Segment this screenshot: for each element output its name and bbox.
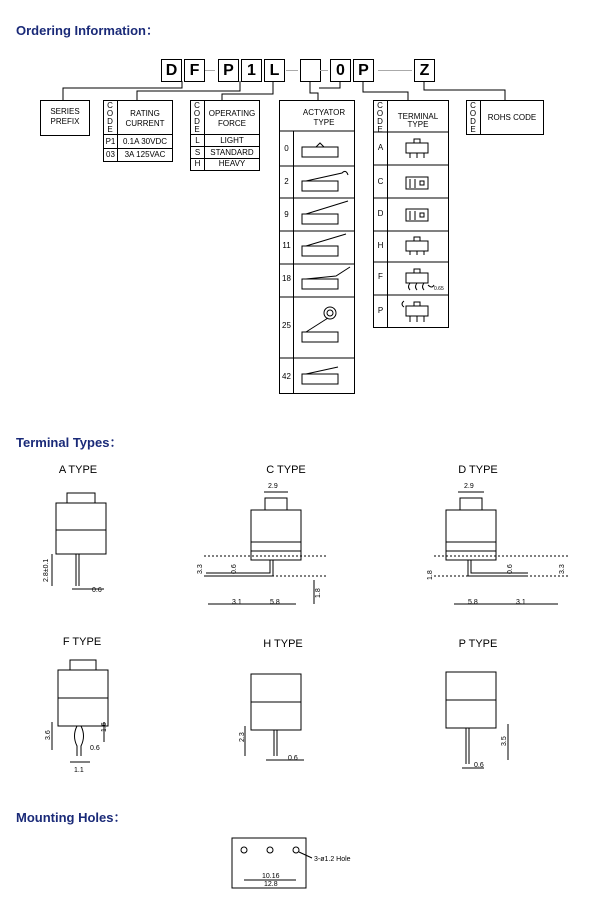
a-type-drawing (30, 488, 150, 618)
actuator-code: 0 (284, 144, 289, 153)
code-char-l: L (264, 59, 285, 82)
p-type-drawing (424, 660, 544, 790)
f-dim-3: 0.6 (90, 745, 100, 752)
ordering-title: Ordering Information： (16, 23, 160, 38)
rating-value: 0.1A 30VDC (122, 137, 168, 146)
terminal-table (373, 100, 449, 328)
rohs-label: ROHS CODE (487, 113, 537, 122)
actuator-code: 11 (282, 241, 291, 250)
actuator-code: 2 (284, 177, 289, 186)
connector-lines (0, 0, 594, 110)
terminal-code: H (377, 241, 384, 250)
terminal-code: A (377, 143, 384, 152)
mounting-hole-note: 3-ø1.2 Hole (314, 856, 351, 863)
code-char-1: 1 (241, 59, 262, 82)
a-dim-1: 2.8±0.1 (43, 558, 50, 582)
d-type-label: D TYPE (458, 464, 498, 476)
terminal-types-title: Terminal Types： (16, 435, 123, 450)
mounting-drawing (230, 838, 380, 898)
force-value: HEAVY (218, 159, 246, 168)
c-type-label: C TYPE (266, 464, 306, 476)
f-dim-2: 1.6 (101, 722, 108, 732)
rating-code-header: C O D E (106, 101, 114, 134)
series-prefix-box (40, 100, 90, 136)
actuator-drawings (280, 101, 354, 393)
terminal-code: C (377, 177, 384, 186)
force-code: L (195, 136, 200, 145)
rating-table (103, 100, 173, 162)
h-type-label: H TYPE (263, 638, 303, 650)
terminal-code-header: C O D E (376, 101, 384, 134)
force-value: STANDARD (210, 148, 254, 157)
terminal-code: F (378, 272, 383, 281)
p-type-label: P TYPE (458, 638, 498, 650)
actuator-header-2: TYPE (313, 118, 335, 127)
terminal-header-2: TYPE (407, 120, 429, 129)
f-dim-1: 3.6 (45, 730, 52, 740)
mounting-dim-2: 12.8 (264, 881, 278, 888)
terminal-code: D (377, 209, 384, 218)
mounting-dim-1: 10.16 (262, 873, 280, 880)
d-type-drawing (418, 480, 568, 610)
f-type-drawing (30, 656, 150, 786)
f-dim-4: 1.1 (74, 767, 84, 774)
force-code: H (194, 159, 201, 168)
actuator-table (279, 100, 355, 394)
code-char-0: 0 (330, 59, 351, 82)
h-type-drawing (226, 660, 346, 780)
c-dim-5: 5.8 (270, 599, 280, 606)
d-dim-4: 3.3 (559, 564, 566, 574)
actuator-code: 42 (282, 372, 291, 381)
d-dim-5: 5.8 (468, 599, 478, 606)
d-dim-2: 1.8 (427, 570, 434, 580)
c-dim-1: 2.9 (268, 483, 278, 490)
code-char-p: P (218, 59, 239, 82)
series-label-2: PREFIX (50, 117, 80, 126)
force-table (190, 100, 260, 171)
p-dim-2: 0.6 (474, 762, 484, 769)
force-code: S (194, 148, 201, 157)
rating-code: P1 (105, 137, 116, 146)
code-char-z: Z (414, 59, 435, 82)
code-char-f: F (184, 59, 205, 82)
actuator-code: 25 (282, 321, 291, 330)
p-dim-1: 3.5 (501, 736, 508, 746)
rating-header-1: RATING (130, 109, 160, 118)
d-dim-6: 3.1 (516, 599, 526, 606)
force-code-header: C O D E (193, 101, 201, 134)
actuator-code: 18 (282, 274, 291, 283)
d-dim-3: 0.6 (507, 564, 514, 574)
c-dim-6: 1.8 (315, 588, 322, 598)
series-label-1: SERIES (50, 107, 80, 116)
a-dim-2: 0.6 (92, 587, 102, 594)
rohs-code-header: C O D E (469, 101, 477, 134)
force-header-1: OPERATING (208, 109, 256, 118)
actuator-code: 9 (284, 210, 289, 219)
d-dim-1: 2.9 (464, 483, 474, 490)
h-dim-1: 2.3 (239, 732, 246, 742)
rating-header-2: CURRENT (125, 119, 165, 128)
mounting-title: Mounting Holes： (16, 810, 127, 825)
terminal-header-1: TERMINAL (397, 112, 439, 121)
code-char-p2: P (353, 59, 374, 82)
force-value: LIGHT (220, 136, 244, 145)
terminal-code: P (377, 306, 384, 315)
terminal-drawings (374, 101, 448, 327)
f-type-label: F TYPE (62, 636, 102, 648)
actuator-header-1: ACTYATOR (302, 108, 346, 117)
c-dim-3: 0.6 (231, 564, 238, 574)
force-header-2: FORCE (218, 119, 246, 128)
rohs-table (466, 100, 544, 135)
rating-value: 3A 125VAC (124, 150, 166, 159)
c-dim-4: 3.1 (232, 599, 242, 606)
c-dim-2: 3.3 (197, 564, 204, 574)
c-type-drawing (196, 480, 336, 610)
code-char-d: D (161, 59, 182, 82)
h-dim-2: 0.6 (288, 755, 298, 762)
terminal-f-note: 0.65 (434, 286, 444, 292)
rating-code: 03 (106, 150, 115, 159)
a-type-label: A TYPE (58, 464, 98, 476)
